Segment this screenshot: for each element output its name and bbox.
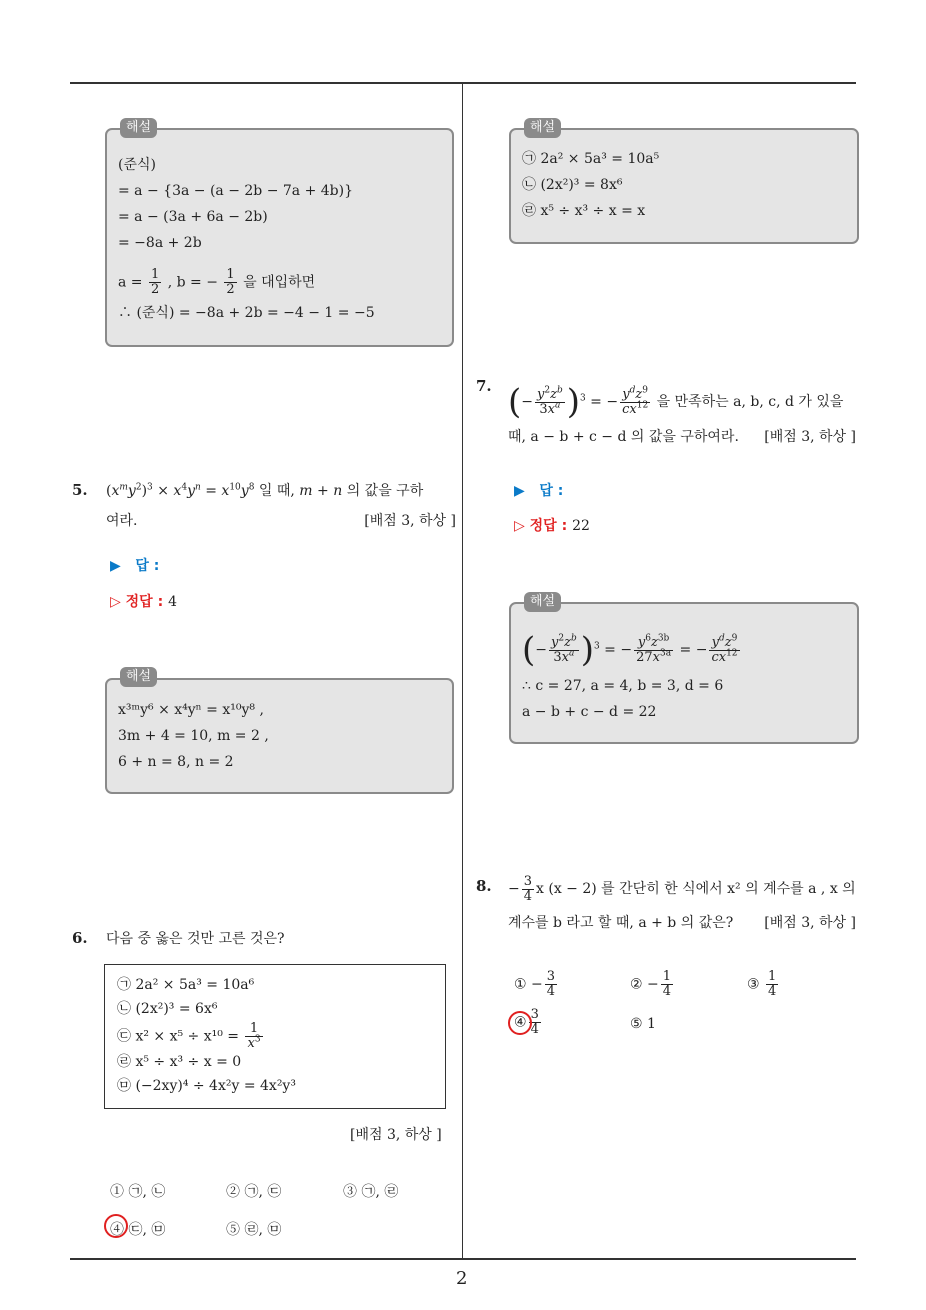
q8-meta: [배점 3, 하상 ] xyxy=(764,915,856,931)
fraction-y2zb-3xa: $\frac{y^2z^b}{3x^a}$ xyxy=(537,385,563,417)
q6-answer-circle xyxy=(104,1214,128,1238)
bottom-rule xyxy=(70,1258,856,1260)
fraction-sol-1: $\frac{y^2z^b}{3x^a}$ xyxy=(551,633,577,665)
q6-option-1[interactable]: ① ㉠, ㉡ xyxy=(110,1184,166,1200)
fraction-sol-3: $\frac{y^dz^9}{cx^{12}}$ xyxy=(711,633,738,665)
fraction-one-half-b: $\frac{1}{2}$ xyxy=(226,267,235,297)
q6-sol-line3: ㉣ x⁵ ÷ x³ ÷ x = x xyxy=(522,203,646,219)
play-icon-q7: ▶ xyxy=(514,483,525,499)
q7-sol-line1: (− $\frac{y^2z^b}{3x^a}$ )$^3$ = − $\frac{y^6z^{3b}}{27x^{3a}}$ = − $\frac{y^dz^9}{cx^{12}}$ xyxy=(522,630,738,670)
q8-option-3[interactable]: ③ $\frac{1}{4}$ xyxy=(747,969,777,999)
q4-sol-line5 xyxy=(118,268,315,297)
q6-option-3[interactable]: ③ ㉠, ㉣ xyxy=(343,1184,399,1200)
q7-text-b: a, b, c, d 가 있을 xyxy=(733,394,844,410)
q5-text-c: 여라. xyxy=(106,513,138,529)
q7-solution-box xyxy=(509,602,859,744)
q7-correct-answer: ▷ 정답 : 22 xyxy=(514,518,590,534)
q5-correct-answer: ▷ 정답 : 4 xyxy=(110,594,177,610)
q6-option-2[interactable]: ② ㉠, ㉢ xyxy=(226,1184,282,1200)
q6-solution-tag: 해설 xyxy=(524,118,561,138)
fraction-ydz9-cx12: $\frac{y^dz^9}{cx^{12}}$ xyxy=(622,385,649,417)
q5-sol-line1: x³ᵐy⁶ × x⁴yⁿ = x¹⁰y⁸ , xyxy=(118,702,264,718)
q8-option-1[interactable]: ① − $\frac{3}{4}$ xyxy=(514,969,556,999)
q4-sol-substitute: 을 대입하면 xyxy=(243,274,316,291)
q5-answer-label: ▶ 답 : xyxy=(110,558,160,574)
top-rule xyxy=(70,82,856,84)
q5-number: 5. xyxy=(72,481,88,499)
fraction-one-over-x-cubed: $\frac{1}{x^3}$ xyxy=(247,1021,261,1051)
q4-sol-line1: (준식) xyxy=(118,157,156,173)
triangle-icon: ▷ xyxy=(110,594,121,610)
q7-sol-line3: a − b + c − d = 22 xyxy=(522,704,657,720)
q7-answer-label: ▶ 답 : xyxy=(514,483,564,499)
q8-text-b: 계수를 b 라고 할 때, a + b 의 값은? xyxy=(508,915,734,931)
q4-sol-line6: ∴ (준식) = −8a + 2b = −4 − 1 = −5 xyxy=(118,305,375,321)
q4-sol-b-eq: , b = − xyxy=(167,274,218,291)
fraction-three-quarters: $\frac{3}{4}$ xyxy=(523,873,533,904)
q6-meta: [배점 3, 하상 ] xyxy=(350,1127,442,1143)
q6-item-3-text: ㉢ x² × x⁵ ÷ x¹⁰ = xyxy=(117,1028,240,1045)
q5-text: $(x^my^2)^3 \times x^4y^n = x^{10}y^8$ 일 때, m + n 의 값을 구하 여라. [배점 3, 하상 ] xyxy=(106,476,456,536)
q6-option-5[interactable]: ⑤ ㉣, ㉤ xyxy=(226,1222,282,1238)
triangle-icon-q7: ▷ xyxy=(514,518,525,534)
q5-text-b: 의 값을 구하 xyxy=(346,483,424,499)
q8-option-4[interactable]: ④ $\frac{3}{4}$ xyxy=(514,1007,539,1037)
q4-sol-line3: = a − (3a + 6a − 2b) xyxy=(118,209,268,225)
q7-solution-tag: 해설 xyxy=(524,592,561,612)
q7-number: 7. xyxy=(476,377,492,395)
q6-option-4[interactable]: ④ ㉢, ㉤ xyxy=(110,1222,166,1238)
q6-item-1: ㉠ 2a² × 5a³ = 10a⁶ xyxy=(117,977,255,993)
q6-text: 다음 중 옳은 것만 고른 것은? xyxy=(106,931,285,947)
q4-sol-line2: = a − {3a − (a − 2b − 7a + 4b)} xyxy=(118,183,354,199)
q6-sol-line1: ㉠ 2a² × 5a³ = 10a⁵ xyxy=(522,151,660,167)
q6-item-5: ㉤ (−2xy)⁴ ÷ 4x²y = 4x²y³ xyxy=(117,1078,296,1094)
q8-option-2[interactable]: ② − $\frac{1}{4}$ xyxy=(630,969,672,999)
q8-text: − $\frac{3}{4}$ x (x − 2) 를 간단히 한 식에서 x² 의 계수를 a , x 의 계수를 b 라고 할 때, a + b 의 값은? [배점 3, 하상 ] xyxy=(508,870,858,938)
q5-text-a: 일 때, xyxy=(258,483,295,499)
page-number: 2 xyxy=(456,1268,468,1289)
q8-text-a: x (x − 2) 를 간단히 한 식에서 x² 의 계수를 a , x 의 xyxy=(536,881,856,897)
play-icon: ▶ xyxy=(110,558,121,574)
q5-meta: [배점 3, 하상 ] xyxy=(364,513,456,529)
q5-solution-tag: 해설 xyxy=(120,667,157,687)
q5-sol-line2: 3m + 4 = 10, m = 2 , xyxy=(118,728,269,744)
q6-number: 6. xyxy=(72,929,88,947)
q4-sol-a-eq: a = xyxy=(118,274,143,291)
q7-text-c: 때, a − b + c − d 의 값을 구하여라. xyxy=(508,429,739,445)
q6-item-2: ㉡ (2x²)³ = 6x⁶ xyxy=(117,1001,218,1017)
q8-answer-circle xyxy=(508,1011,532,1035)
fraction-one-half: $\frac{1}{2}$ xyxy=(150,267,160,297)
q7-sol-line2: ∴ c = 27, a = 4, b = 3, d = 6 xyxy=(522,678,724,694)
q7-text: (− $\frac{y^2z^b}{3x^a}$ )$^3$ = − $\frac{y^dz^9}{cx^{12}}$ 을 만족하는 a, b, c, d 가 있을 때, a − b + c − d 의 값을 구하여라. [배점 3, 하상 ] xyxy=(508,382,858,452)
q5-correct-value: 4 xyxy=(168,594,177,610)
column-divider xyxy=(462,84,463,1258)
q6-item-3 xyxy=(117,1022,265,1051)
q8-option-5[interactable]: ⑤ 1 xyxy=(630,1016,656,1032)
q7-meta: [배점 3, 하상 ] xyxy=(764,429,856,445)
q7-text-a: 을 만족하는 xyxy=(656,394,729,410)
q6-item-4: ㉣ x⁵ ÷ x³ ÷ x = 0 xyxy=(117,1054,242,1070)
q8-number: 8. xyxy=(476,877,492,895)
q6-sol-line2: ㉡ (2x²)³ = 8x⁶ xyxy=(522,177,623,193)
q7-correct-value: 22 xyxy=(572,518,590,534)
q5-sol-line3: 6 + n = 8, n = 2 xyxy=(118,754,234,770)
q4-sol-line4: = −8a + 2b xyxy=(118,235,202,251)
q4-solution-tag: 해설 xyxy=(120,118,157,138)
fraction-sol-2: $\frac{y^6z^{3b}}{27x^{3a}}$ xyxy=(636,633,672,665)
